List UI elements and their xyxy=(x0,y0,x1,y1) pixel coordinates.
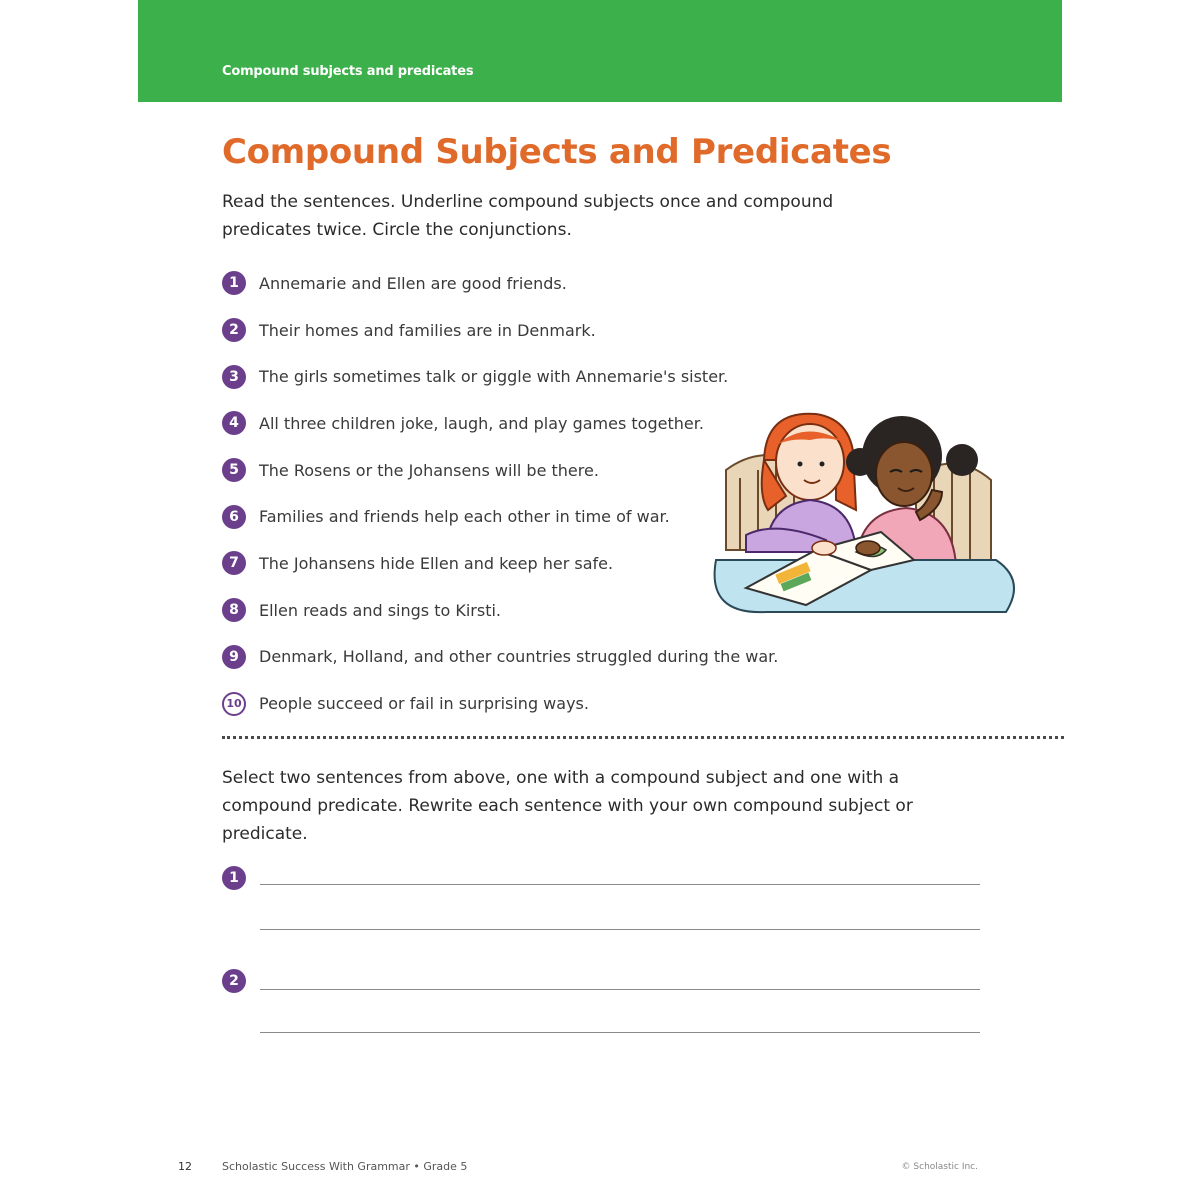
number-badge: 8 xyxy=(222,598,246,622)
list-item xyxy=(222,680,842,727)
sentence-text: Their homes and families are in Denmark. xyxy=(259,320,596,340)
number-badge: 3 xyxy=(222,365,246,389)
sentence-text: The Rosens or the Johansens will be there. xyxy=(259,460,599,480)
section-label: Compound subjects and predicates xyxy=(222,64,474,79)
instructions: Read the sentences. Underline compound subjects once and compound predicates twice. Circle the conjunctions. xyxy=(222,192,834,240)
copyright: © Scholastic Inc. xyxy=(901,1162,978,1172)
sentence-text: The Johansens hide Ellen and keep her safe. xyxy=(259,553,614,573)
book-title: Scholastic Success With Grammar • Grade 5 xyxy=(222,1160,468,1173)
page-number: 12 xyxy=(178,1160,192,1173)
number-badge: 4 xyxy=(222,411,246,435)
section-divider xyxy=(222,736,1064,739)
answer-line[interactable] xyxy=(260,1032,980,1033)
list-item xyxy=(222,307,842,354)
sentence-text: People succeed or fail in surprising ways. xyxy=(259,694,589,714)
list-item xyxy=(222,260,842,307)
answer-line[interactable] xyxy=(260,929,980,930)
number-badge: 6 xyxy=(222,505,246,529)
sentence-text: Denmark, Holland, and other countries struggled during the war. xyxy=(259,647,779,667)
number-badge: 7 xyxy=(222,551,246,575)
number-badge: 5 xyxy=(222,458,246,482)
number-badge: 1 xyxy=(222,271,246,295)
sentence-text: Families and friends help each other in time of war. xyxy=(259,507,670,527)
sentence-text: All three children joke, laugh, and play games together. xyxy=(259,413,704,433)
rewrite-prompt: Select two sentences from above, one with a compound subject and one with a compound predicate. Rewrite each sentence with your own compound subject or predicate. xyxy=(222,768,913,844)
two-girls-reading-book-illustration xyxy=(706,400,1026,620)
header-banner xyxy=(138,0,1062,102)
number-badge: 2 xyxy=(222,318,246,342)
list-item xyxy=(222,353,842,400)
answer-line[interactable] xyxy=(260,989,980,990)
page-title: Compound Subjects and Predicates xyxy=(222,132,892,172)
sentence-text: The girls sometimes talk or giggle with Annemarie's sister. xyxy=(259,367,729,387)
worksheet-page xyxy=(138,0,1062,1200)
list-item xyxy=(222,634,842,681)
number-badge: 9 xyxy=(222,645,246,669)
sentence-text: Annemarie and Ellen are good friends. xyxy=(259,273,567,293)
answer-line[interactable] xyxy=(260,884,980,885)
number-badge: 10 xyxy=(222,692,246,716)
number-badge: 2 xyxy=(222,969,246,993)
number-badge: 1 xyxy=(222,866,246,890)
sentence-text: Ellen reads and sings to Kirsti. xyxy=(259,600,502,620)
